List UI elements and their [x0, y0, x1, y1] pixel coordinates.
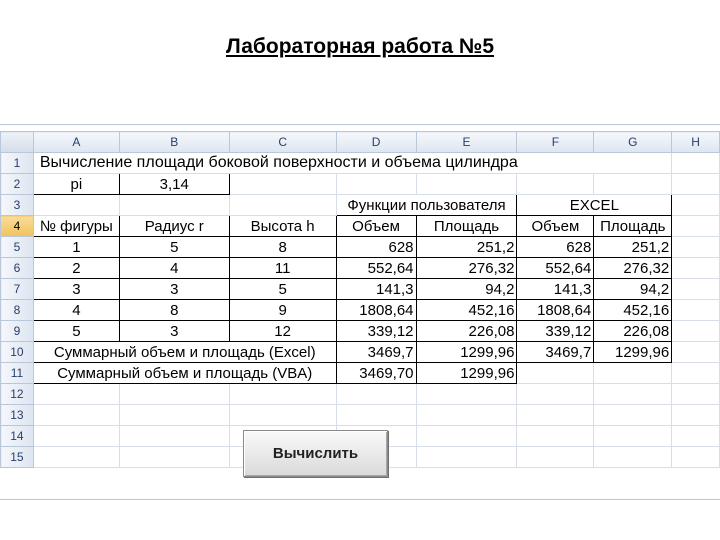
row-header[interactable]: 5: [1, 237, 34, 258]
total-excel-label[interactable]: Суммарный объем и площадь (Excel): [33, 342, 336, 363]
cell[interactable]: [33, 426, 119, 447]
cell-volume-user[interactable]: 141,3: [336, 279, 416, 300]
cell[interactable]: [594, 174, 672, 195]
table-row: [1, 363, 720, 384]
total-excel-area-user[interactable]: 1299,96: [416, 342, 517, 363]
cell[interactable]: [416, 405, 517, 426]
cell-volume-excel[interactable]: 141,3: [517, 279, 594, 300]
cell[interactable]: [119, 195, 229, 216]
cell[interactable]: [672, 174, 720, 195]
cell[interactable]: [336, 384, 416, 405]
cell-radius[interactable]: 8: [119, 300, 229, 321]
cell[interactable]: [672, 447, 720, 468]
cell[interactable]: [229, 195, 336, 216]
cell-area-user[interactable]: 94,2: [416, 279, 517, 300]
cell-figure-no[interactable]: 4: [33, 300, 119, 321]
header-volume-user[interactable]: Объем: [336, 216, 416, 237]
select-all-corner[interactable]: [1, 132, 34, 153]
row-header[interactable]: 9: [1, 321, 34, 342]
cell-area-excel[interactable]: 251,2: [594, 237, 672, 258]
sheet-title-cell[interactable]: Вычисление площади боковой поверхности и объема цилиндра: [33, 153, 671, 174]
cell-radius[interactable]: 4: [119, 258, 229, 279]
sheet-bottom-border: [0, 499, 720, 500]
cell[interactable]: [229, 384, 336, 405]
cell[interactable]: [517, 447, 594, 468]
cell-area-user[interactable]: 226,08: [416, 321, 517, 342]
cell[interactable]: [594, 405, 672, 426]
cell-radius[interactable]: 3: [119, 321, 229, 342]
total-excel-volume-excel[interactable]: 3469,7: [517, 342, 594, 363]
cell[interactable]: [672, 342, 720, 363]
user-functions-group-header[interactable]: Функции пользователя: [336, 195, 517, 216]
cell-volume-excel[interactable]: 339,12: [517, 321, 594, 342]
cell[interactable]: [672, 321, 720, 342]
cell[interactable]: [672, 195, 720, 216]
column-header[interactable]: D: [336, 132, 416, 153]
table-row: [1, 342, 720, 363]
cell[interactable]: [416, 384, 517, 405]
cell[interactable]: [517, 384, 594, 405]
cell[interactable]: [229, 405, 336, 426]
cell-volume-excel[interactable]: 552,64: [517, 258, 594, 279]
sheet-row: [1, 195, 720, 216]
cell[interactable]: [119, 384, 229, 405]
cell-height[interactable]: 8: [229, 237, 336, 258]
sheet-row: [1, 405, 720, 426]
pi-label-cell[interactable]: pi: [33, 174, 119, 195]
cell-figure-no[interactable]: 2: [33, 258, 119, 279]
table-row: [1, 321, 720, 342]
row-header[interactable]: 12: [1, 384, 34, 405]
cell[interactable]: [229, 174, 336, 195]
row-header-active[interactable]: 4: [1, 216, 34, 237]
excel-group-header[interactable]: EXCEL: [517, 195, 672, 216]
cell[interactable]: [119, 447, 229, 468]
table-row: [1, 258, 720, 279]
cell-figure-no[interactable]: 1: [33, 237, 119, 258]
cell-height[interactable]: 11: [229, 258, 336, 279]
cell[interactable]: [336, 174, 416, 195]
cell-radius[interactable]: 3: [119, 279, 229, 300]
cell-area-excel[interactable]: 226,08: [594, 321, 672, 342]
cell[interactable]: [119, 405, 229, 426]
cell[interactable]: [517, 174, 594, 195]
cell[interactable]: [672, 363, 720, 384]
column-header[interactable]: C: [229, 132, 336, 153]
row-header[interactable]: 1: [1, 153, 34, 174]
cell[interactable]: [672, 426, 720, 447]
cell[interactable]: [33, 195, 119, 216]
cell[interactable]: [416, 447, 517, 468]
cell-height[interactable]: 5: [229, 279, 336, 300]
sheet-row: [1, 384, 720, 405]
pi-value-cell[interactable]: 3,14: [119, 174, 229, 195]
sheet-row: [1, 153, 720, 174]
row-header[interactable]: 8: [1, 300, 34, 321]
row-header[interactable]: 10: [1, 342, 34, 363]
cell-area-user[interactable]: 452,16: [416, 300, 517, 321]
cell-area-user[interactable]: 276,32: [416, 258, 517, 279]
cell[interactable]: [672, 258, 720, 279]
column-header[interactable]: G: [594, 132, 672, 153]
row-header[interactable]: 7: [1, 279, 34, 300]
cell[interactable]: [672, 279, 720, 300]
column-header[interactable]: E: [416, 132, 517, 153]
total-excel-area-excel[interactable]: 1299,96: [594, 342, 672, 363]
header-area-user[interactable]: Площадь: [416, 216, 517, 237]
header-volume-excel[interactable]: Объем: [517, 216, 594, 237]
cell-volume-excel[interactable]: 628: [517, 237, 594, 258]
cell[interactable]: [672, 384, 720, 405]
cell-figure-no[interactable]: 3: [33, 279, 119, 300]
cell[interactable]: [672, 405, 720, 426]
cell-area-excel[interactable]: 94,2: [594, 279, 672, 300]
row-header[interactable]: 13: [1, 405, 34, 426]
cell-volume-excel[interactable]: 1808,64: [517, 300, 594, 321]
cell[interactable]: [33, 384, 119, 405]
cell[interactable]: [517, 405, 594, 426]
cell[interactable]: [416, 174, 517, 195]
cell-area-user[interactable]: 251,2: [416, 237, 517, 258]
row-header[interactable]: 2: [1, 174, 34, 195]
calculate-button[interactable]: Вычислить: [243, 430, 388, 477]
row-header[interactable]: 3: [1, 195, 34, 216]
sheet-row: [1, 174, 720, 195]
cell[interactable]: [33, 447, 119, 468]
row-header[interactable]: 11: [1, 363, 34, 384]
row-header[interactable]: 6: [1, 258, 34, 279]
cell[interactable]: [594, 447, 672, 468]
sheet-row: [1, 216, 720, 237]
cell-height[interactable]: 9: [229, 300, 336, 321]
cell[interactable]: [672, 153, 720, 174]
table-row: [1, 237, 720, 258]
cell-area-excel[interactable]: 276,32: [594, 258, 672, 279]
header-radius[interactable]: Радиус r: [119, 216, 229, 237]
cell[interactable]: [594, 384, 672, 405]
column-header[interactable]: F: [517, 132, 594, 153]
cell-volume-user[interactable]: 339,12: [336, 321, 416, 342]
cell[interactable]: [33, 405, 119, 426]
cell[interactable]: [517, 363, 594, 384]
total-vba-volume[interactable]: 3469,70: [336, 363, 416, 384]
cell[interactable]: [594, 426, 672, 447]
cell[interactable]: [119, 426, 229, 447]
cell[interactable]: [416, 426, 517, 447]
column-header[interactable]: B: [119, 132, 229, 153]
table-row: [1, 300, 720, 321]
table-row: [1, 279, 720, 300]
cell[interactable]: [672, 237, 720, 258]
cell[interactable]: [336, 405, 416, 426]
header-area-excel[interactable]: Площадь: [594, 216, 672, 237]
cell-height[interactable]: 12: [229, 321, 336, 342]
total-vba-area[interactable]: 1299,96: [416, 363, 517, 384]
cell-volume-user[interactable]: 628: [336, 237, 416, 258]
total-vba-label[interactable]: Суммарный объем и площадь (VBA): [33, 363, 336, 384]
slide-title: Лабораторная работа №5: [225, 35, 495, 58]
column-header-row: [1, 132, 720, 153]
cell[interactable]: [517, 426, 594, 447]
row-header[interactable]: 15: [1, 447, 34, 468]
cell-area-excel[interactable]: 452,16: [594, 300, 672, 321]
row-header[interactable]: 14: [1, 426, 34, 447]
cell-figure-no[interactable]: 5: [33, 321, 119, 342]
cell[interactable]: [594, 363, 672, 384]
column-header[interactable]: A: [33, 132, 119, 153]
cell-radius[interactable]: 5: [119, 237, 229, 258]
column-header[interactable]: H: [672, 132, 720, 153]
cell[interactable]: [672, 300, 720, 321]
cell-volume-user[interactable]: 552,64: [336, 258, 416, 279]
header-height[interactable]: Высота h: [229, 216, 336, 237]
cell-volume-user[interactable]: 1808,64: [336, 300, 416, 321]
header-figure-no[interactable]: № фигуры: [33, 216, 119, 237]
cell[interactable]: [672, 216, 720, 237]
spreadsheet-grid: [0, 131, 720, 468]
total-excel-volume-user[interactable]: 3469,7: [336, 342, 416, 363]
sheet-top-border: [0, 124, 720, 125]
